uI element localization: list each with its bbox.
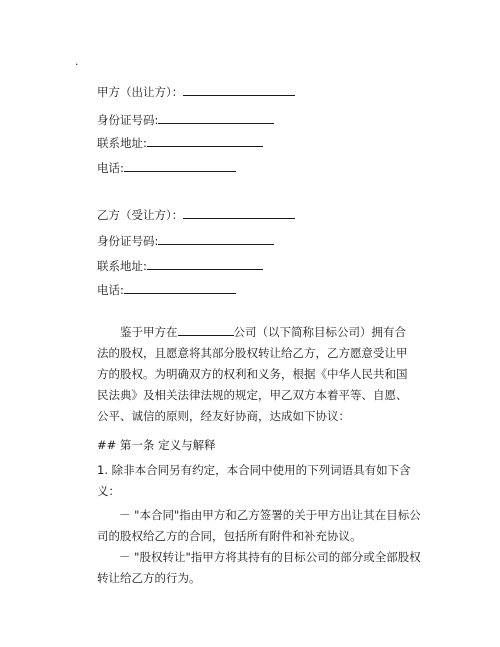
party-b-phone-line	[97, 282, 236, 297]
party-a-address-label: 联系地址:	[97, 136, 147, 150]
party-a-address-blank	[147, 135, 263, 147]
party-b-id-line	[97, 233, 274, 248]
party-a-phone-blank	[124, 160, 236, 172]
party-b-phone-blank	[124, 282, 236, 294]
preamble-part1: 鉴于甲方在	[120, 325, 178, 339]
company-name-blank	[178, 324, 234, 336]
party-b-address-line	[97, 258, 263, 273]
party-a-title: 甲方（出让方）：	[97, 85, 184, 99]
party-b-id-blank	[158, 233, 274, 245]
party-a-address-line	[97, 135, 263, 150]
party-b-address-blank	[147, 258, 263, 270]
party-a-title-line	[97, 84, 295, 99]
party-b-address-label: 联系地址:	[97, 259, 147, 273]
party-b-id-label: 身份证号码:	[97, 234, 159, 248]
party-b-title-line	[97, 207, 295, 222]
article-1-item-1: 1. 除非本合同另有约定，本合同中使用的下列词语具有如下含义：	[97, 463, 411, 498]
party-a-id-line	[97, 112, 274, 127]
page-mark: .	[75, 55, 79, 68]
preamble-part2: 公司（以下简称目标公司）拥有合法的股权，且愿意将其部分股权转让给乙方，乙方愿意受让甲方的股权。为明确双方的权利和义务，根据《中华人民共和国民法典》及相关法律法规的规定，甲乙双方本着平等、自愿、公平、诚信的原则，经友好协商，达成如下协议：	[97, 325, 408, 423]
party-b-title: 乙方（受让方）：	[97, 208, 184, 222]
party-a-id-label: 身份证号码:	[97, 113, 159, 127]
party-a-phone-label: 电话:	[97, 161, 124, 175]
party-b-phone-label: 电话:	[97, 283, 124, 297]
preamble-paragraph	[97, 322, 409, 427]
party-a-id-blank	[158, 112, 274, 124]
definition-contract: － "本合同"指由甲方和乙方签署的关于甲方出让其在目标公司的股权给乙方的合同，包括所有附件和补充协议。	[97, 508, 421, 543]
party-a-phone-line	[97, 160, 236, 175]
definition-equity-transfer: － "股权转让"指甲方将其持有的目标公司的部分或全部股权转让给乙方的行为。	[97, 550, 421, 585]
party-a-name-blank	[183, 84, 295, 96]
party-b-name-blank	[183, 207, 295, 219]
article-1-heading: ## 第一条 定义与解释	[97, 438, 216, 452]
